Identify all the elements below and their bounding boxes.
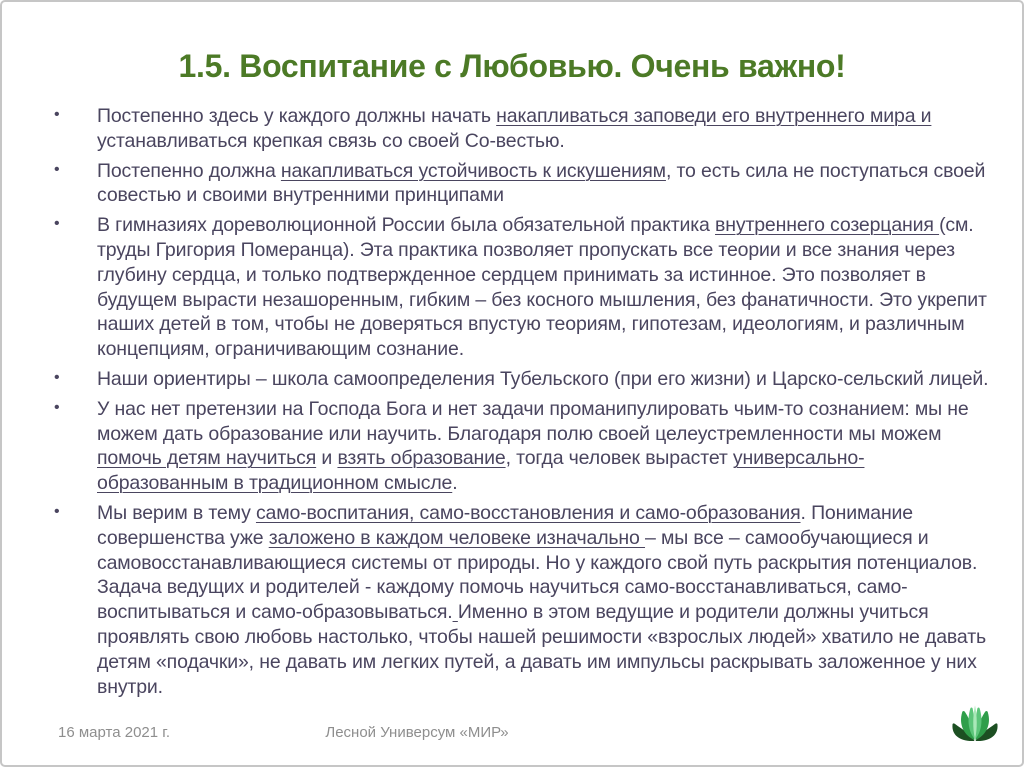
underlined-text: заложено в каждом человеке изначально xyxy=(268,526,646,549)
underlined-text: универсально-образованным в традиционном смысле xyxy=(97,447,865,495)
text-run: У нас нет претензии на Господа Бога и нет задачи проманипулировать чьим-то сознанием: мы не можем дать образование или научить. Благодаря полю своей целеустремленности мы можем xyxy=(97,397,969,445)
text-run: устанавливаться крепкая связь со своей Со-вестью. xyxy=(97,129,565,152)
text-run: В гимназиях дореволюционной России была обязательной практика xyxy=(97,214,716,237)
bullet-item xyxy=(54,213,989,362)
bullet-item xyxy=(54,501,989,699)
underlined-text: взять образование xyxy=(337,447,506,470)
underlined-text: накапливаться устойчивость к искушениям xyxy=(280,159,666,182)
underlined-text: помочь детям научиться xyxy=(97,447,317,470)
text-run: и xyxy=(316,447,338,470)
text-run: Постепенно здесь у каждого должны начать xyxy=(97,105,497,127)
text-run: . Понимание совершенства уже xyxy=(97,501,913,549)
text-run: . xyxy=(452,472,458,495)
bullet-dot-icon: • xyxy=(54,160,60,178)
text-run: Наши ориентиры – школа самоопределения Тубельского (при его жизни) и Царско-сельский лицей. xyxy=(97,367,989,390)
text-run: Постепенно должна xyxy=(97,159,281,182)
bullet-dot-icon: • xyxy=(54,368,60,386)
underlined-text: накапливаться заповеди его внутреннего мира и xyxy=(496,105,932,127)
text-run: , тогда человек вырастет xyxy=(505,447,733,470)
lotus-hands-icon xyxy=(948,701,1002,743)
bullet-list xyxy=(54,104,989,699)
bullet-item xyxy=(54,104,989,154)
footer-organization: Лесной Универсум «МИР» xyxy=(325,724,509,741)
bullet-item xyxy=(54,159,989,209)
bullet-dot-icon: • xyxy=(54,106,60,123)
bullet-dot-icon: • xyxy=(54,398,60,416)
bullet-item xyxy=(54,367,989,392)
text-run: – мы все – самообучающиеся и самовосстанавливающиеся системы от природы. Но у каждого свой путь раскрытия потенциалов. Задача ведущих и родителей - каждому помочь научиться само-восстанавливаться, само-воспитываться и само-образовываться. xyxy=(97,526,978,624)
text-run: Именно в этом ведущие и родители должны учиться проявлять свою любовь настолько, чтобы нашей решимости «взрослых людей» хватило не давать детям «подачки», не давать им легких путей, а давать им импульсы раскрывать заложенное у них внутри. xyxy=(97,601,986,698)
bullet-dot-icon: • xyxy=(54,502,60,520)
footer-date: 16 марта 2021 г. xyxy=(58,724,171,741)
underlined-text: само-воспитания, само-восстановления и само-образования xyxy=(255,501,801,524)
text-run: Мы верим в тему xyxy=(97,501,256,524)
bullet-dot-icon: • xyxy=(54,215,60,233)
underlined-text: внутреннего созерцания xyxy=(715,214,940,237)
bullet-item xyxy=(54,397,989,496)
slide-title: 1.5. Воспитание с Любовью. Очень важно! xyxy=(178,48,846,84)
text-run: (см. труды Григория Померанца). Эта практика позволяет пропускать все теории и все знания через глубину сердца, и только подтвержденное сердцем принимать за истинное. Это позволяет в будущем вырасти незашоренным, гибким – без косного мышления, без фанатичности. Это укрепит наших детей в том, чтобы не доверяться впустую теориям, гипотезам, идеологиям, и различным концепциям, ограничивающим сознание. xyxy=(97,214,987,361)
text-run: , то есть сила не поступаться своей совестью и своими внутренними принципами xyxy=(97,159,986,207)
